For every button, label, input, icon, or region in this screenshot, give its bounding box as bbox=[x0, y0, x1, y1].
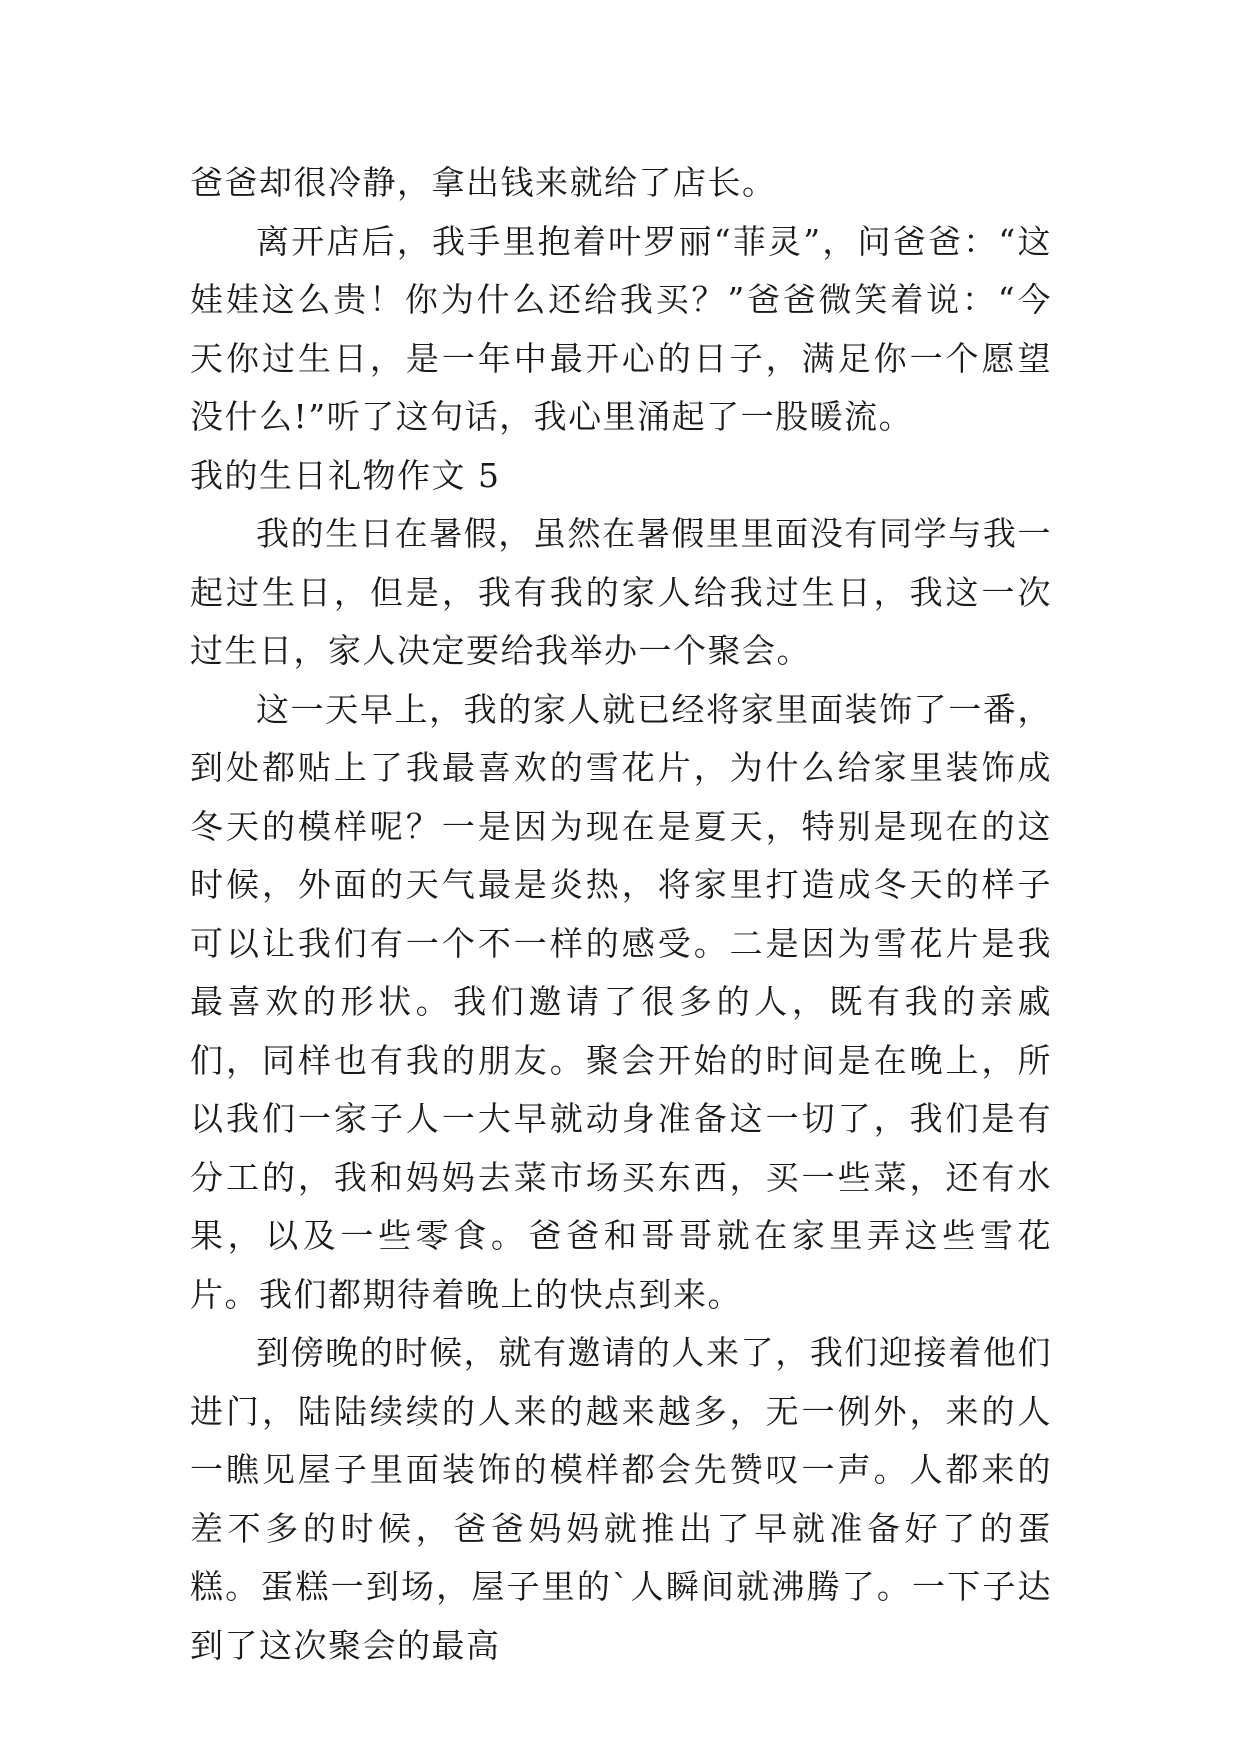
paragraph-5: 到傍晚的时候，就有邀请的人来了，我们迎接着他们进门，陆陆续续的人来的越来越多，无一例外，来的人一瞧见屋子里面装饰的模样都会先赞叹一声。人都来的差不多的时候，爸爸妈妈就推出了早就准备好了的蛋糕。蛋糕一到场，屋子里的`人瞬间就沸腾了。一下子达到了这次聚会的最高 bbox=[190, 1333, 1052, 1665]
paragraph-4: 这一天早上，我的家人就已经将家里面装饰了一番，到处都贴上了我最喜欢的雪花片，为什么给家里装饰成冬天的模样呢？一是因为现在是夏天，特别是现在的这时候，外面的天气最是炎热，将家里打造成冬天的样子可以让我们有一个不一样的感受。二是因为雪花片是我最喜欢的形状。我们邀请了很多的人，既有我的亲戚们，同样也有我的朋友。聚会开始的时间是在晚上，所以我们一家子人一大早就动身准备这一切了，我们是有分工的，我和妈妈去菜市场买东西，买一些菜，还有水果，以及一些零食。爸爸和哥哥就在家里弄这些雪花片。我们都期待着晚上的快点到来。 bbox=[190, 689, 1052, 1314]
document-body bbox=[190, 154, 1052, 1675]
paragraph-3: 我的生日在暑假，虽然在暑假里里面没有同学与我一起过生日，但是，我有我的家人给我过生日，我这一次过生日，家人决定要给我举办一个聚会。 bbox=[190, 514, 1052, 670]
paragraph-2: 离开店后，我手里抱着叶罗丽“菲灵”，问爸爸：“这娃娃这么贵！你为什么还给我买？”爸爸微笑着说：“今天你过生日，是一年中最开心的日子，满足你一个愿望没什么!”听了这句话，我心里涌起了一股暖流。 bbox=[190, 221, 1052, 436]
section-heading: 我的生日礼物作文 5 bbox=[190, 455, 501, 495]
paragraph-1: 爸爸却很冷静，拿出钱来就给了店长。 bbox=[190, 163, 777, 202]
